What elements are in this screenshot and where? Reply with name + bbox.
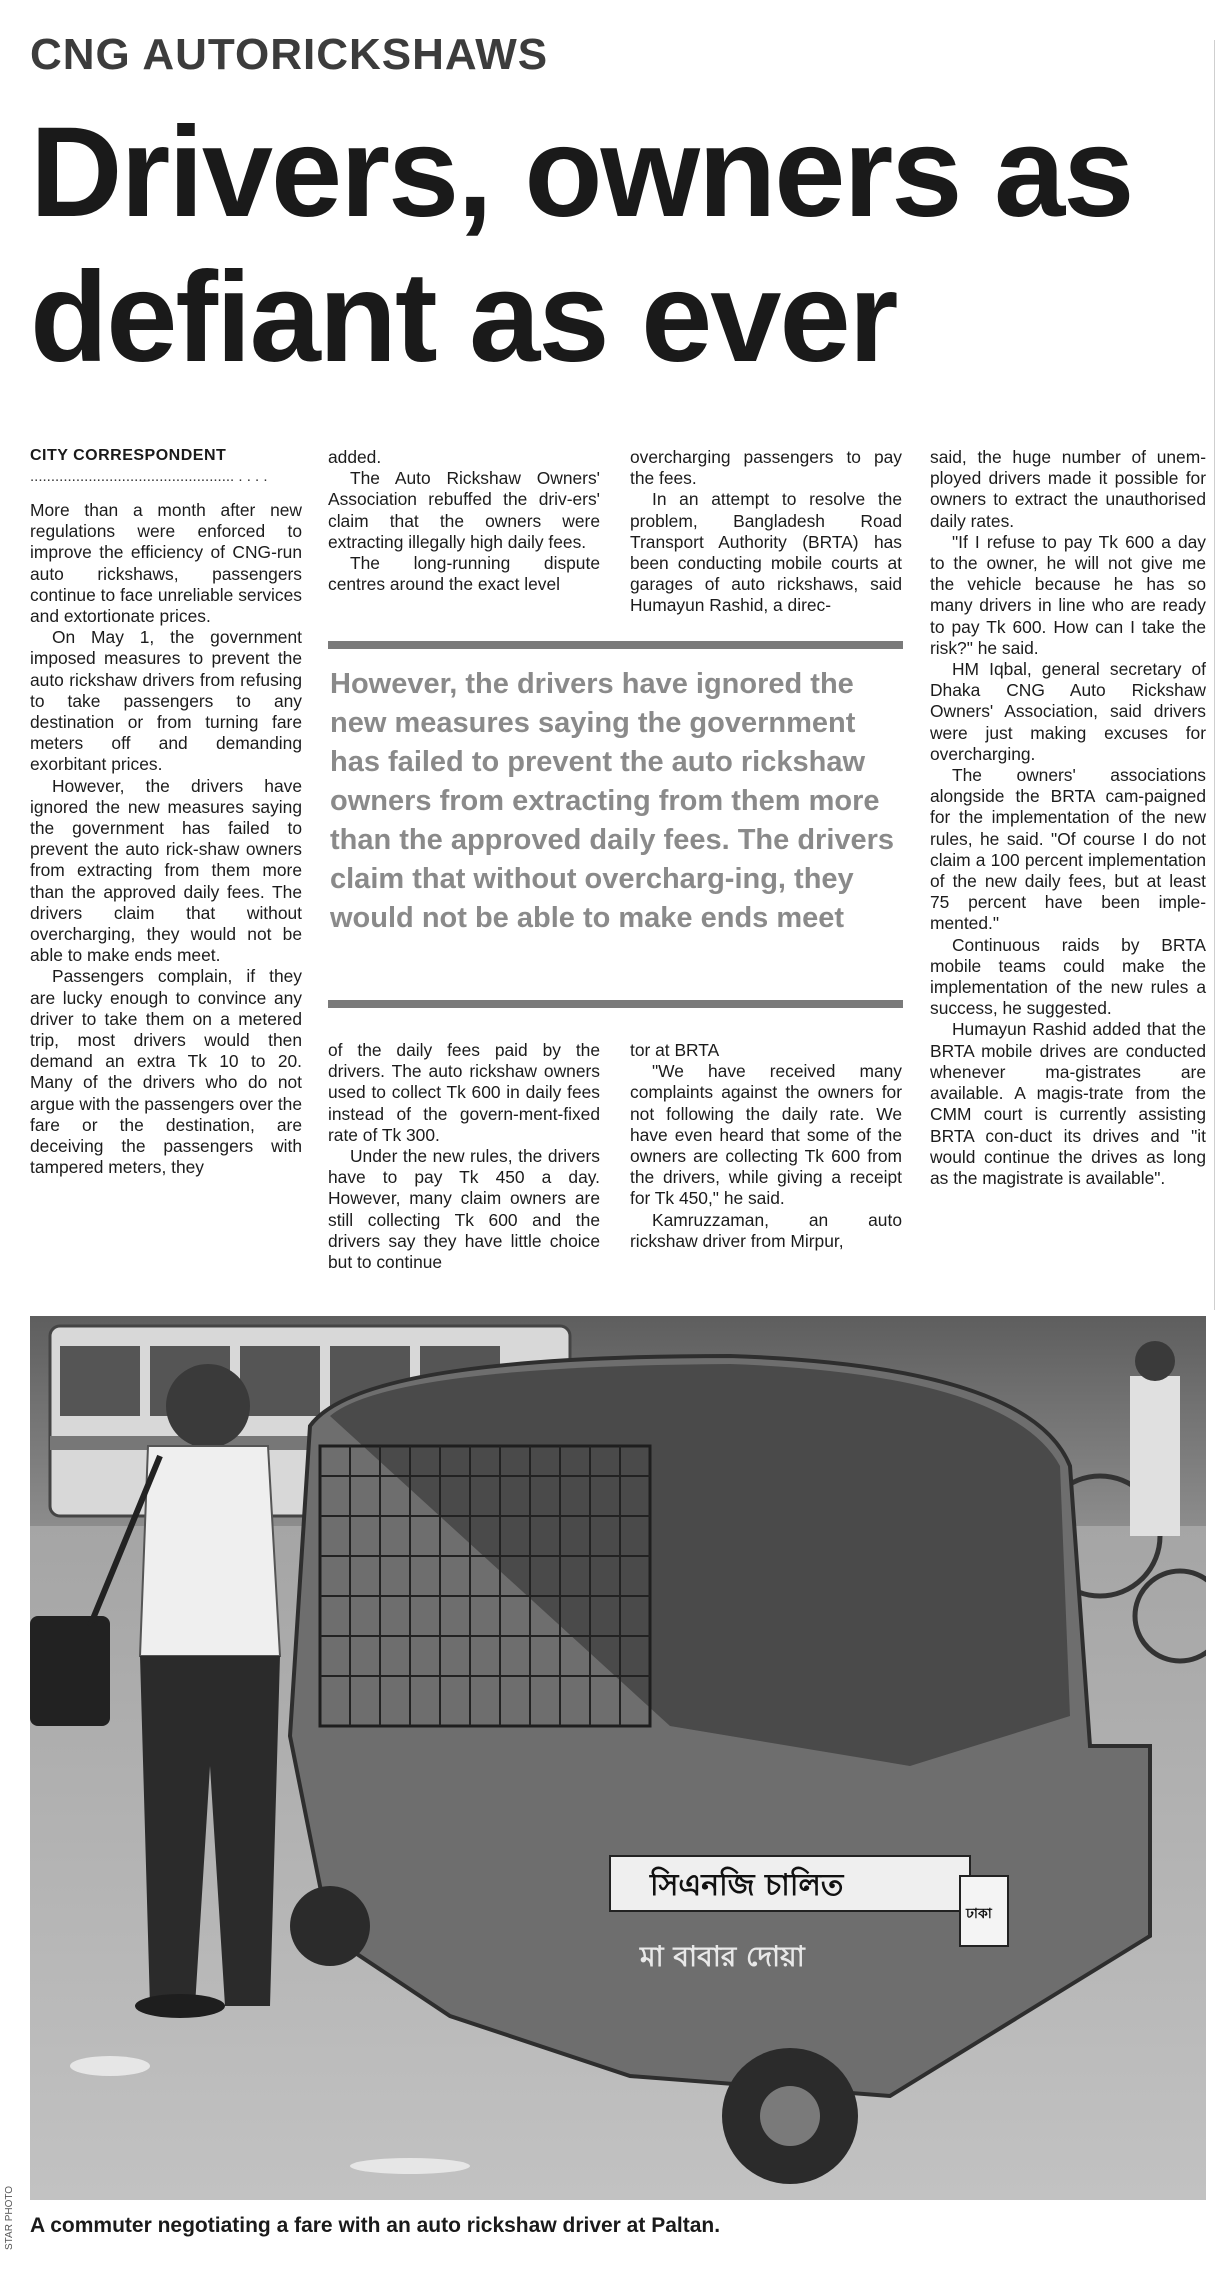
column-2-bottom: [328, 1040, 600, 1290]
photo-illustration: [30, 1316, 1206, 2200]
paragraph: More than a month after new regulations were enforced to improve the efficiency of CNG-run auto rickshaws, passengers continue to face unreliable services and extortionate prices.: [30, 500, 302, 627]
pull-quote: However, the drivers have ignored the new measures saying the government has failed to prevent the auto rickshaw owners from extracting from them more than the approved daily fees. The drivers claim that without overcharg-ing, they would not be able to make ends meet: [330, 668, 895, 934]
headline-line-1: Drivers, owners as: [30, 101, 1133, 244]
photo-caption: A commuter negotiating a fare with an auto rickshaw driver at Paltan.: [30, 2214, 721, 2237]
headline-line-2: defiant as ever: [30, 246, 897, 389]
paragraph: The Auto Rickshaw Owners' Association rebuffed the driv-ers' claim that the owners were extracting illegally high daily fees.: [328, 468, 600, 552]
paragraph: Continuous raids by BRTA mobile teams could make the implementation of the new rules a success, he suggested.: [930, 934, 1206, 1019]
street-litter: [70, 2056, 150, 2076]
paragraph: On May 1, the government imposed measures to prevent the auto rickshaw drivers from refusing to take passengers to any destination or from turning fare meters off and demanding exorbitant prices.: [30, 627, 302, 775]
paragraph: Humayun Rashid added that the BRTA mobile drives are conducted whenever ma-gistrates are available. A magis-trate from the CMM court is currently assisting BRTA con-duct its drives and "it would continue the drives as long as the magistrate is available".: [930, 1019, 1206, 1188]
paragraph: "We have received many complaints against the owners for not following the daily rate. We have even heard that some of the owners are collecting Tk 600 from the drivers, while giving a receipt for Tk 450," he said.: [630, 1061, 902, 1209]
column-2-top: [328, 447, 600, 632]
byline: CITY CORRESPONDENT: [30, 447, 227, 464]
column-4: [930, 447, 1206, 1302]
sign-lower-text: মা বাবার দোয়া: [640, 1940, 805, 1973]
paragraph: However, the drivers have ignored the new measures saying the government has failed to prevent the auto rick-shaw owners from extracting from them more than the approved daily fees. The drivers claim that without overcharging, they would not be able to make ends meet.: [30, 775, 302, 966]
sign-upper-text: সিএনজি চালিত: [650, 1868, 844, 1903]
paragraph: of the daily fees paid by the drivers. The auto rickshaw owners used to collect Tk 600 in daily fees instead of the govern-ment-fixed rate of Tk 300.: [328, 1040, 600, 1145]
paragraph: added.: [328, 447, 382, 467]
paragraph: "If I refuse to pay Tk 600 a day to the owner, he will not give me the vehicle because he has so many drivers in line who are ready to pay Tk 600. How can I take the risk?" he said.: [930, 531, 1206, 658]
news-photo: [30, 1316, 1206, 2200]
paragraph: Kamruzzaman, an auto rickshaw driver from Mirpur,: [630, 1209, 902, 1251]
pullquote-top-rule: [328, 641, 903, 649]
page-edge-rule: [1214, 40, 1215, 1310]
pullquote-bottom-rule: [328, 1000, 903, 1008]
paragraph: In an attempt to resolve the problem, Bangladesh Road Transport Authority (BRTA) has been conducting mobile courts at garages of auto rickshaws, said Humayun Rashid, a direc-: [630, 489, 902, 616]
section-kicker: CNG AUTORICKSHAWS: [30, 30, 549, 79]
paragraph: Under the new rules, the drivers have to pay Tk 450 a day. However, many claim owners are still collecting Tk 600 and the drivers say they have little choice but to continue: [328, 1146, 600, 1273]
photo-credit: STAR PHOTO: [4, 2185, 15, 2250]
paragraph: overcharging passengers to pay the fees.: [630, 447, 902, 489]
byline-dotted-rule: ................................................. . . . .: [30, 470, 268, 485]
paragraph: tor at BRTA: [630, 1040, 720, 1060]
shoulder-bag: [30, 1616, 110, 1726]
paragraph: The owners' associations alongside the BRTA cam-paigned for the implementation of the new rules, he said. "Of course I do not claim a 100 percent implementation of the new daily fees, but at least 75 percent have been imple-mented.": [930, 765, 1206, 934]
column-3-top: [630, 447, 902, 632]
number-plate-text: ঢাকা: [966, 1906, 992, 1922]
paragraph: Passengers complain, if they are lucky enough to convince any driver to take them on a metered trip, most drivers would then demand an extra Tk 10 to 20. Many of the drivers who do not argue with the passengers over the fare or the destination, are deceiving the passengers with tampered meters, they: [30, 966, 302, 1178]
column-1: [30, 500, 302, 1280]
headline: [30, 100, 1210, 390]
front-wheel: [290, 1886, 370, 1966]
paragraph: The long-running dispute centres around the exact level: [328, 553, 600, 595]
street-litter: [350, 2158, 470, 2174]
paragraph: said, the huge number of unem-ployed drivers made it possible for owners to extract the unauthorised daily rates.: [930, 447, 1206, 531]
column-3-bottom: [630, 1040, 902, 1290]
paragraph: HM Iqbal, general secretary of Dhaka CNG Auto Rickshaw Owners' Association, said drivers were just making excuses for overcharging.: [930, 659, 1206, 764]
